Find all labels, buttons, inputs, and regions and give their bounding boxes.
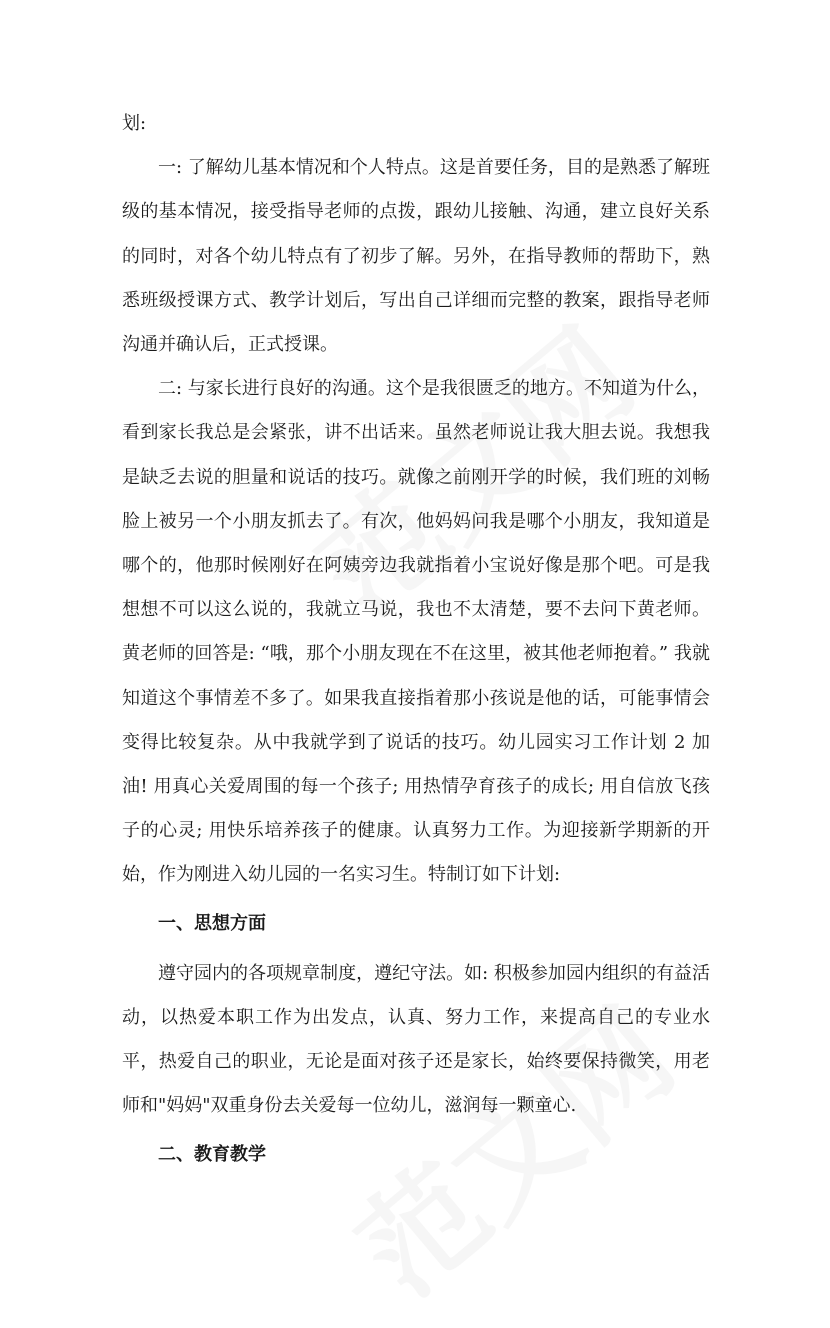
paragraph-point-one: 一: 了解幼儿基本情况和个人特点。这是首要任务，目的是熟悉了解班级的基本情况，接受指导老师的点拨，跟幼儿接触、沟通，建立良好关系的同时，对各个幼儿特点有了初步了解。另外，在指导教师的帮助下，熟悉班级授课方式、教学计划后，写出自己详细而完整的教案，跟指导老师沟通并确认后，正式授课。 bbox=[122, 157, 710, 356]
paragraph-point-two: 二: 与家长进行良好的沟通。这个是我很匮乏的地方。不知道为什么，看到家长我总是会紧张，讲不出话来。虽然老师说让我大胆去说。我想我是缺乏去说的胆量和说话的技巧。就像之前刚开学的时候，我们班的刘畅脸上被另一个小朋友抓去了。有次，他妈妈问我是哪个小朋友，我知道是哪个的，他那时候刚好在阿姨旁边我就指着小宝说好像是那个吧。可是我想想不可以这么说的，我就立马说，我也不太清楚，要不去问下黄老师。黄老师的回答是: “哦，那个小朋友现在不在这里，被其他老师抱着。” 我就知道这个事情差不多了。如果我直接指着那小孩说是他的话，可能事情会变得比较复杂。从中我就学到了说话的技巧。幼儿园实习工作计划 2 加油! 用真心关爱周围的每一个孩子; 用热情孕育孩子的成长; 用自信放飞孩子的心灵; 用快乐培养孩子的健康。认真努力工作。为迎接新学期新的开始，作为刚进入幼儿园的一名实习生。特制订如下计划: bbox=[122, 378, 710, 886]
document-body bbox=[122, 102, 710, 1177]
section-heading-teaching: 二、教育教学 bbox=[158, 1143, 266, 1165]
section-heading-thought: 一、思想方面 bbox=[158, 912, 266, 934]
paragraph-continuation: 划: bbox=[122, 113, 147, 134]
paragraph-thought: 遵守园内的各项规章制度，遵纪守法。如: 积极参加园内组织的有益活动，以热爱本职工作为出发点，认真、努力工作，来提高自己的专业水平，热爱自己的职业，无论是面对孩子还是家长，始终要保持微笑，用老师和"妈妈"双重身份去关爱每一位幼儿，滋润每一颗童心. bbox=[122, 962, 710, 1117]
